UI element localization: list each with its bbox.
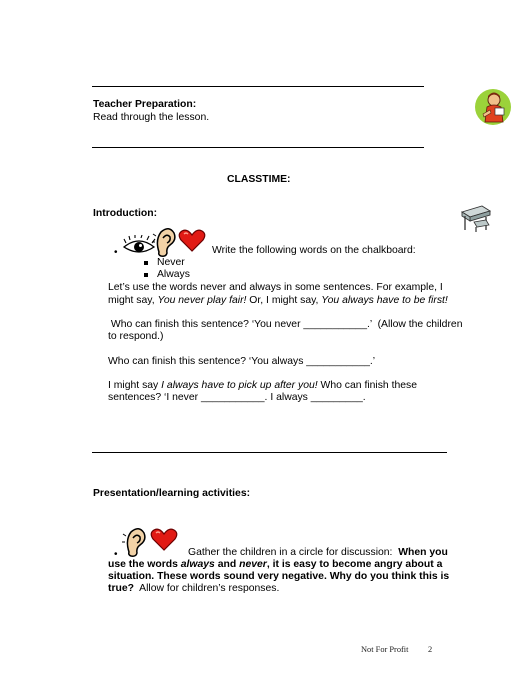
presentation-line1: Gather the children in a circle for discussion: When you (188, 547, 448, 558)
teacher-icon (474, 88, 512, 126)
footer-label: Not For Profit (361, 645, 409, 654)
presentation-heading: Presentation/learning activities: (93, 488, 251, 499)
teacher-prep-text: Read through the lesson. (93, 112, 210, 123)
word-bullet (144, 261, 148, 265)
question-both-line1: I might say I always have to pick up after you! Who can finish these (108, 380, 418, 391)
divider-after-prep (92, 147, 424, 148)
desk-icon (459, 203, 493, 233)
intro-bullet: • (114, 247, 118, 258)
presentation-line4: true? Allow for children’s responses. (108, 583, 280, 594)
word-always: Always (157, 269, 190, 280)
presentation-line2: use the words always and never, it is easy to become angry about a (108, 559, 443, 570)
question-never-line2: to respond.) (108, 331, 164, 342)
intro-instruction: Write the following words on the chalkboard: (212, 245, 416, 256)
word-never: Never (157, 257, 185, 268)
teacher-prep-heading: Teacher Preparation: (93, 99, 197, 110)
divider-after-intro (92, 452, 447, 453)
classtime-heading: CLASSTIME: (227, 174, 291, 185)
eye-icon (122, 235, 156, 257)
intro-paragraph-line1: Let’s use the words never and always in some sentences. For example, I (108, 282, 443, 293)
intro-paragraph-line2: might say, You never play fair! Or, I might say, You always have to be first! (108, 295, 448, 306)
question-always: Who can finish this sentence? ‘You always ___________.’ (108, 356, 376, 367)
divider-top (92, 86, 424, 87)
introduction-heading: Introduction: (93, 208, 158, 219)
question-both-line2: sentences? ‘I never ___________. I always _________. (108, 392, 366, 403)
page-number: 2 (428, 645, 433, 654)
ear-icon (152, 226, 178, 258)
presentation-bullet: • (114, 549, 118, 560)
ear-icon (122, 526, 148, 558)
presentation-line3: situation. These words sound very negative. Why do you think this is (108, 571, 450, 582)
question-never-line1: Who can finish this sentence? ‘You never ___________.’ (Allow the children (108, 319, 463, 330)
heart-icon (150, 528, 178, 552)
word-bullet (144, 273, 148, 277)
heart-icon (178, 229, 206, 253)
